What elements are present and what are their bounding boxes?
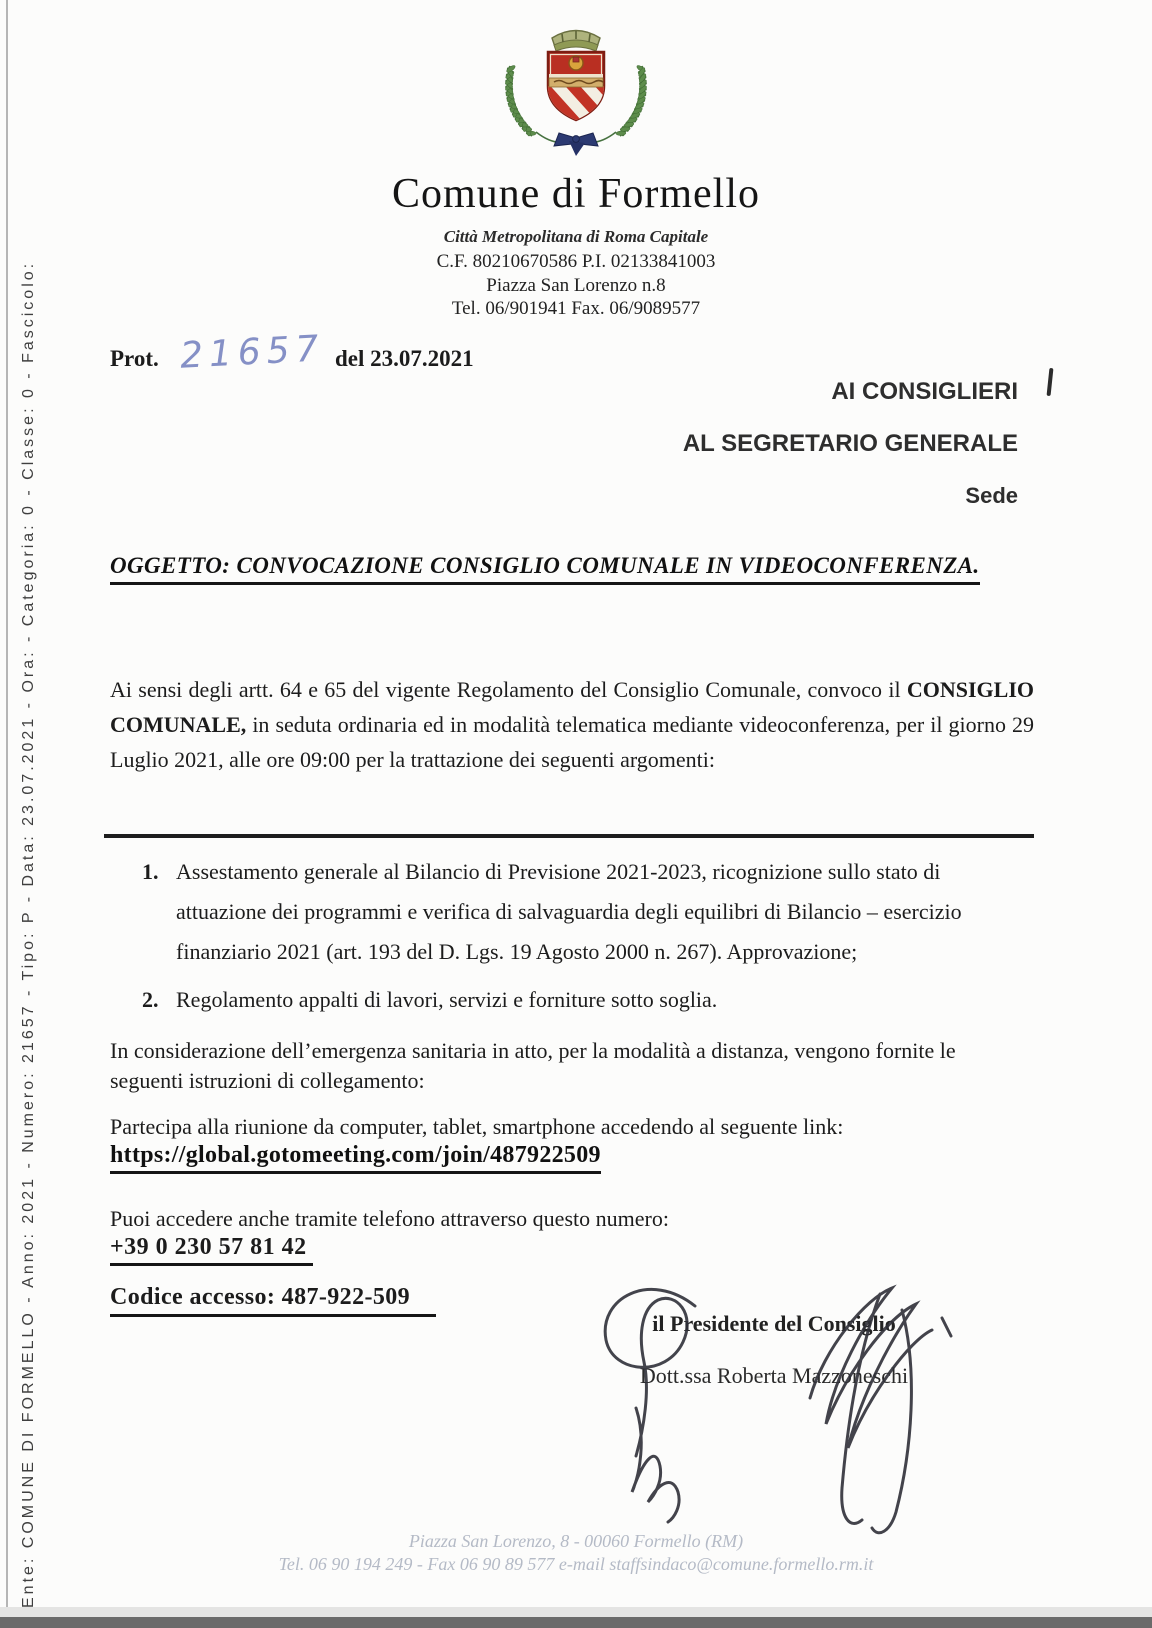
footer-address: Piazza San Lorenzo, 8 - 00060 Formello (RM) [408, 1531, 744, 1551]
agenda-item-number: 2. [142, 987, 159, 1012]
scan-bottom-shadow-light [0, 1607, 1152, 1617]
recipient-segretario-generale: AL SEGRETARIO GENERALE [682, 430, 1018, 457]
municipality-subtitle: Città Metropolitana di Roma Capitale [443, 227, 709, 246]
agenda-item [142, 852, 1008, 972]
emergency-note-paragraph: In considerazione dell’emergenza sanitaria in atto, per la modalità a distanza, vengono fornite le seguenti istruzioni di collegamento: [110, 1038, 956, 1093]
meeting-link[interactable]: https://global.gotomeeting.com/join/487922509 [110, 1142, 601, 1174]
agenda-item-text: Regolamento appalti di lavori, servizi e forniture sotto soglia. [176, 987, 718, 1012]
protocol-date: del 23.07.2021 [335, 346, 474, 371]
access-code: Codice accesso: 487-922-509 [110, 1284, 436, 1317]
protocol-registry-strip: Ente: COMUNE DI FORMELLO - Anno: 2021 - Numero: 21657 - Tipo: P - Data: 23.07.2021 - Ora: - Categoria: 0 - Classe: 0 - Fascicolo: [20, 260, 37, 1608]
scan-bottom-shadow-dark [0, 1617, 1152, 1628]
pen-mark [1047, 368, 1054, 396]
signer-role: il Presidente del Consiglio [652, 1311, 896, 1336]
agenda-item [142, 980, 1008, 1020]
footer-contacts: Tel. 06 90 194 249 - Fax 06 90 89 577 e-mail staffsindaco@comune.formello.rm.it [278, 1554, 874, 1574]
subject-line: OGGETTO: CONVOCAZIONE CONSIGLIO COMUNALE IN VIDEOCONFERENZA. [110, 553, 980, 585]
protocol-label: Prot. [110, 346, 159, 371]
separator-rule [104, 834, 1034, 838]
municipality-name: Comune di Formello [392, 171, 760, 217]
recipient-sede: Sede [965, 483, 1018, 508]
signer-name: Dott.ssa Roberta Mazzoneschi [639, 1363, 909, 1388]
join-instructions-text: Partecipa alla riunione da computer, tablet, smartphone accedendo al seguente link: [110, 1114, 844, 1139]
convocation-text-before: Ai sensi degli artt. 64 e 65 del vigente Regolamento del Consiglio Comunale, convoco il [110, 677, 907, 702]
convocation-paragraph [110, 672, 1034, 777]
phone-instructions-text: Puoi accedere anche tramite telefono attraverso questo numero: [110, 1206, 669, 1231]
agenda-item-text: Assestamento generale al Bilancio di Previsione 2021-2023, ricognizione sullo stato di attuazione dei programmi e verifica di salvaguardia degli equilibri di Bilancio – esercizio finanziario 2021 (art. 193 del D. Lgs. 19 Agosto 2000 n. 267). Approvazione; [176, 859, 962, 964]
phone-fax-line: Tel. 06/901941 Fax. 06/9089577 [451, 298, 701, 319]
dial-in-number: +39 0 230 57 81 42 [110, 1234, 313, 1266]
municipal-crest-icon [496, 24, 656, 164]
agenda-list [142, 852, 1008, 1028]
agenda-item-number: 1. [142, 859, 159, 884]
address-line: Piazza San Lorenzo n.8 [486, 275, 666, 296]
recipient-consiglieri: AI CONSIGLIERI [831, 378, 1018, 405]
protocol-number-handwritten: 21657 [179, 328, 326, 377]
convocation-text-bold: CONSIGLIO COMUNALE, [110, 677, 1034, 737]
convocation-text-after: in seduta ordinaria ed in modalità telematica mediante videoconferenza, per il giorno 29 Luglio 2021, alle ore 09:00 per la trattazione dei seguenti argomenti: [110, 712, 1034, 772]
fiscal-codes-line: C.F. 80210670586 P.I. 02133841003 [436, 251, 716, 272]
